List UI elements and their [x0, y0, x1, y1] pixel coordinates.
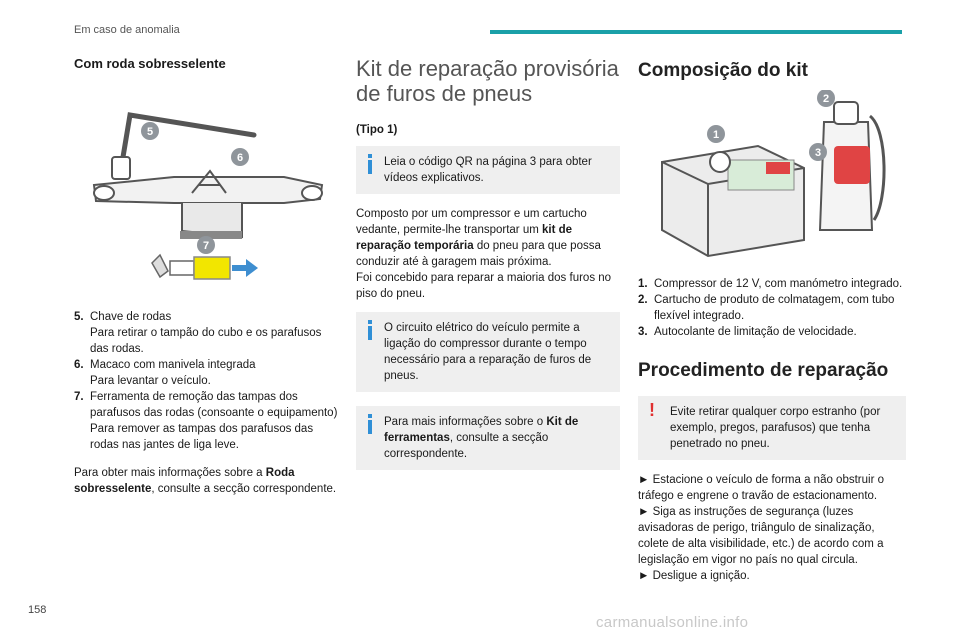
- info-note-electrical: O circuito elétrico do veículo permite a ligação do compressor durante o tempo necessário para a reparação de furos de pneus.: [356, 312, 620, 392]
- list-item: 6. Macaco com manivela integrada Para levantar o veículo.: [74, 359, 256, 387]
- repair-kit-title: Kit de reparação provisória de furos de pneus: [356, 56, 619, 106]
- spare-wheel-tools-illustration: [74, 85, 342, 295]
- info-note-qr: Leia o código QR na página 3 para obter vídeos explicativos.: [356, 146, 620, 194]
- kit-composition-list: [638, 276, 906, 340]
- procedure-step: ► Siga as instruções de segurança (luzes avisadoras de perigo, triângulo de sinalização, colete de alta visibilidade, etc.) de acordo com a legislação em vigor no país no qual circula.: [638, 506, 884, 566]
- spare-wheel-tool-list: [74, 309, 342, 453]
- procedure-step: ► Estacione o veículo de forma a não obstruir o tráfego e engrene o travão de estacionamento.: [638, 474, 884, 502]
- page-number: 158: [28, 604, 47, 616]
- repair-procedure-title: Procedimento de reparação: [638, 360, 889, 381]
- header-accent-rule: [490, 30, 902, 34]
- column-kit-composition: [638, 56, 906, 584]
- list-item: 3. Autocolante de limitação de velocidade.: [638, 326, 857, 338]
- header-section-title: Em caso de anomalia: [74, 24, 180, 36]
- callout-3: 3: [814, 147, 822, 159]
- spare-wheel-heading: Com roda sobresselente: [74, 56, 226, 71]
- kit-composition-title: Composição do kit: [638, 60, 808, 81]
- warning-icon: !: [649, 400, 655, 420]
- column-repair-kit: [356, 56, 620, 470]
- callout-6: 6: [236, 152, 244, 164]
- repair-procedure-steps: [638, 472, 906, 584]
- list-item: 5. Chave de rodas Para retirar o tampão do cubo e os parafusos das rodas.: [74, 311, 322, 355]
- info-icon: [366, 320, 374, 340]
- callout-7: 7: [202, 240, 210, 252]
- repair-kit-description: Composto por um compressor e um cartucho vedante, permite-lhe transportar um kit de reparação temporária do pneu para que possa conduzir até à garagem mais próxima.: [356, 208, 601, 268]
- info-icon: [366, 414, 374, 434]
- list-item: 7. Ferramenta de remoção das tampas dos parafusos das rodas (consoante o equipamento) Para remover as tampas dos parafusos das rodas nas jantes de liga leve.: [74, 391, 338, 451]
- repair-kit-illustration: [638, 90, 906, 260]
- spare-wheel-reference: Para obter mais informações sobre a Roda sobresselente, consulte a secção correspondente.: [74, 467, 337, 495]
- info-icon: [366, 154, 374, 174]
- info-note-toolkit: Para mais informações sobre o Kit de ferramentas, consulte a secção correspondente.: [356, 406, 620, 470]
- procedure-step: ► Desligue a ignição.: [638, 570, 750, 582]
- list-item: 1. Compressor de 12 V, com manómetro integrado.: [638, 278, 903, 290]
- repair-kit-type: (Tipo 1): [356, 124, 398, 136]
- repair-kit-usage: Foi concebido para reparar a maioria dos furos no piso do pneu.: [356, 272, 612, 300]
- callout-5: 5: [146, 126, 154, 138]
- column-spare-wheel: [74, 56, 342, 497]
- list-item: 2. Cartucho de produto de colmatagem, com tubo flexível integrado.: [638, 294, 895, 322]
- callout-2: 2: [822, 93, 830, 105]
- callout-1: 1: [712, 129, 720, 141]
- warning-note-foreign-body: ! Evite retirar qualquer corpo estranho (por exemplo, pregos, parafusos) que tenha penetrado no pneu.: [638, 396, 906, 460]
- watermark-text: carmanualsonline.info: [596, 614, 749, 631]
